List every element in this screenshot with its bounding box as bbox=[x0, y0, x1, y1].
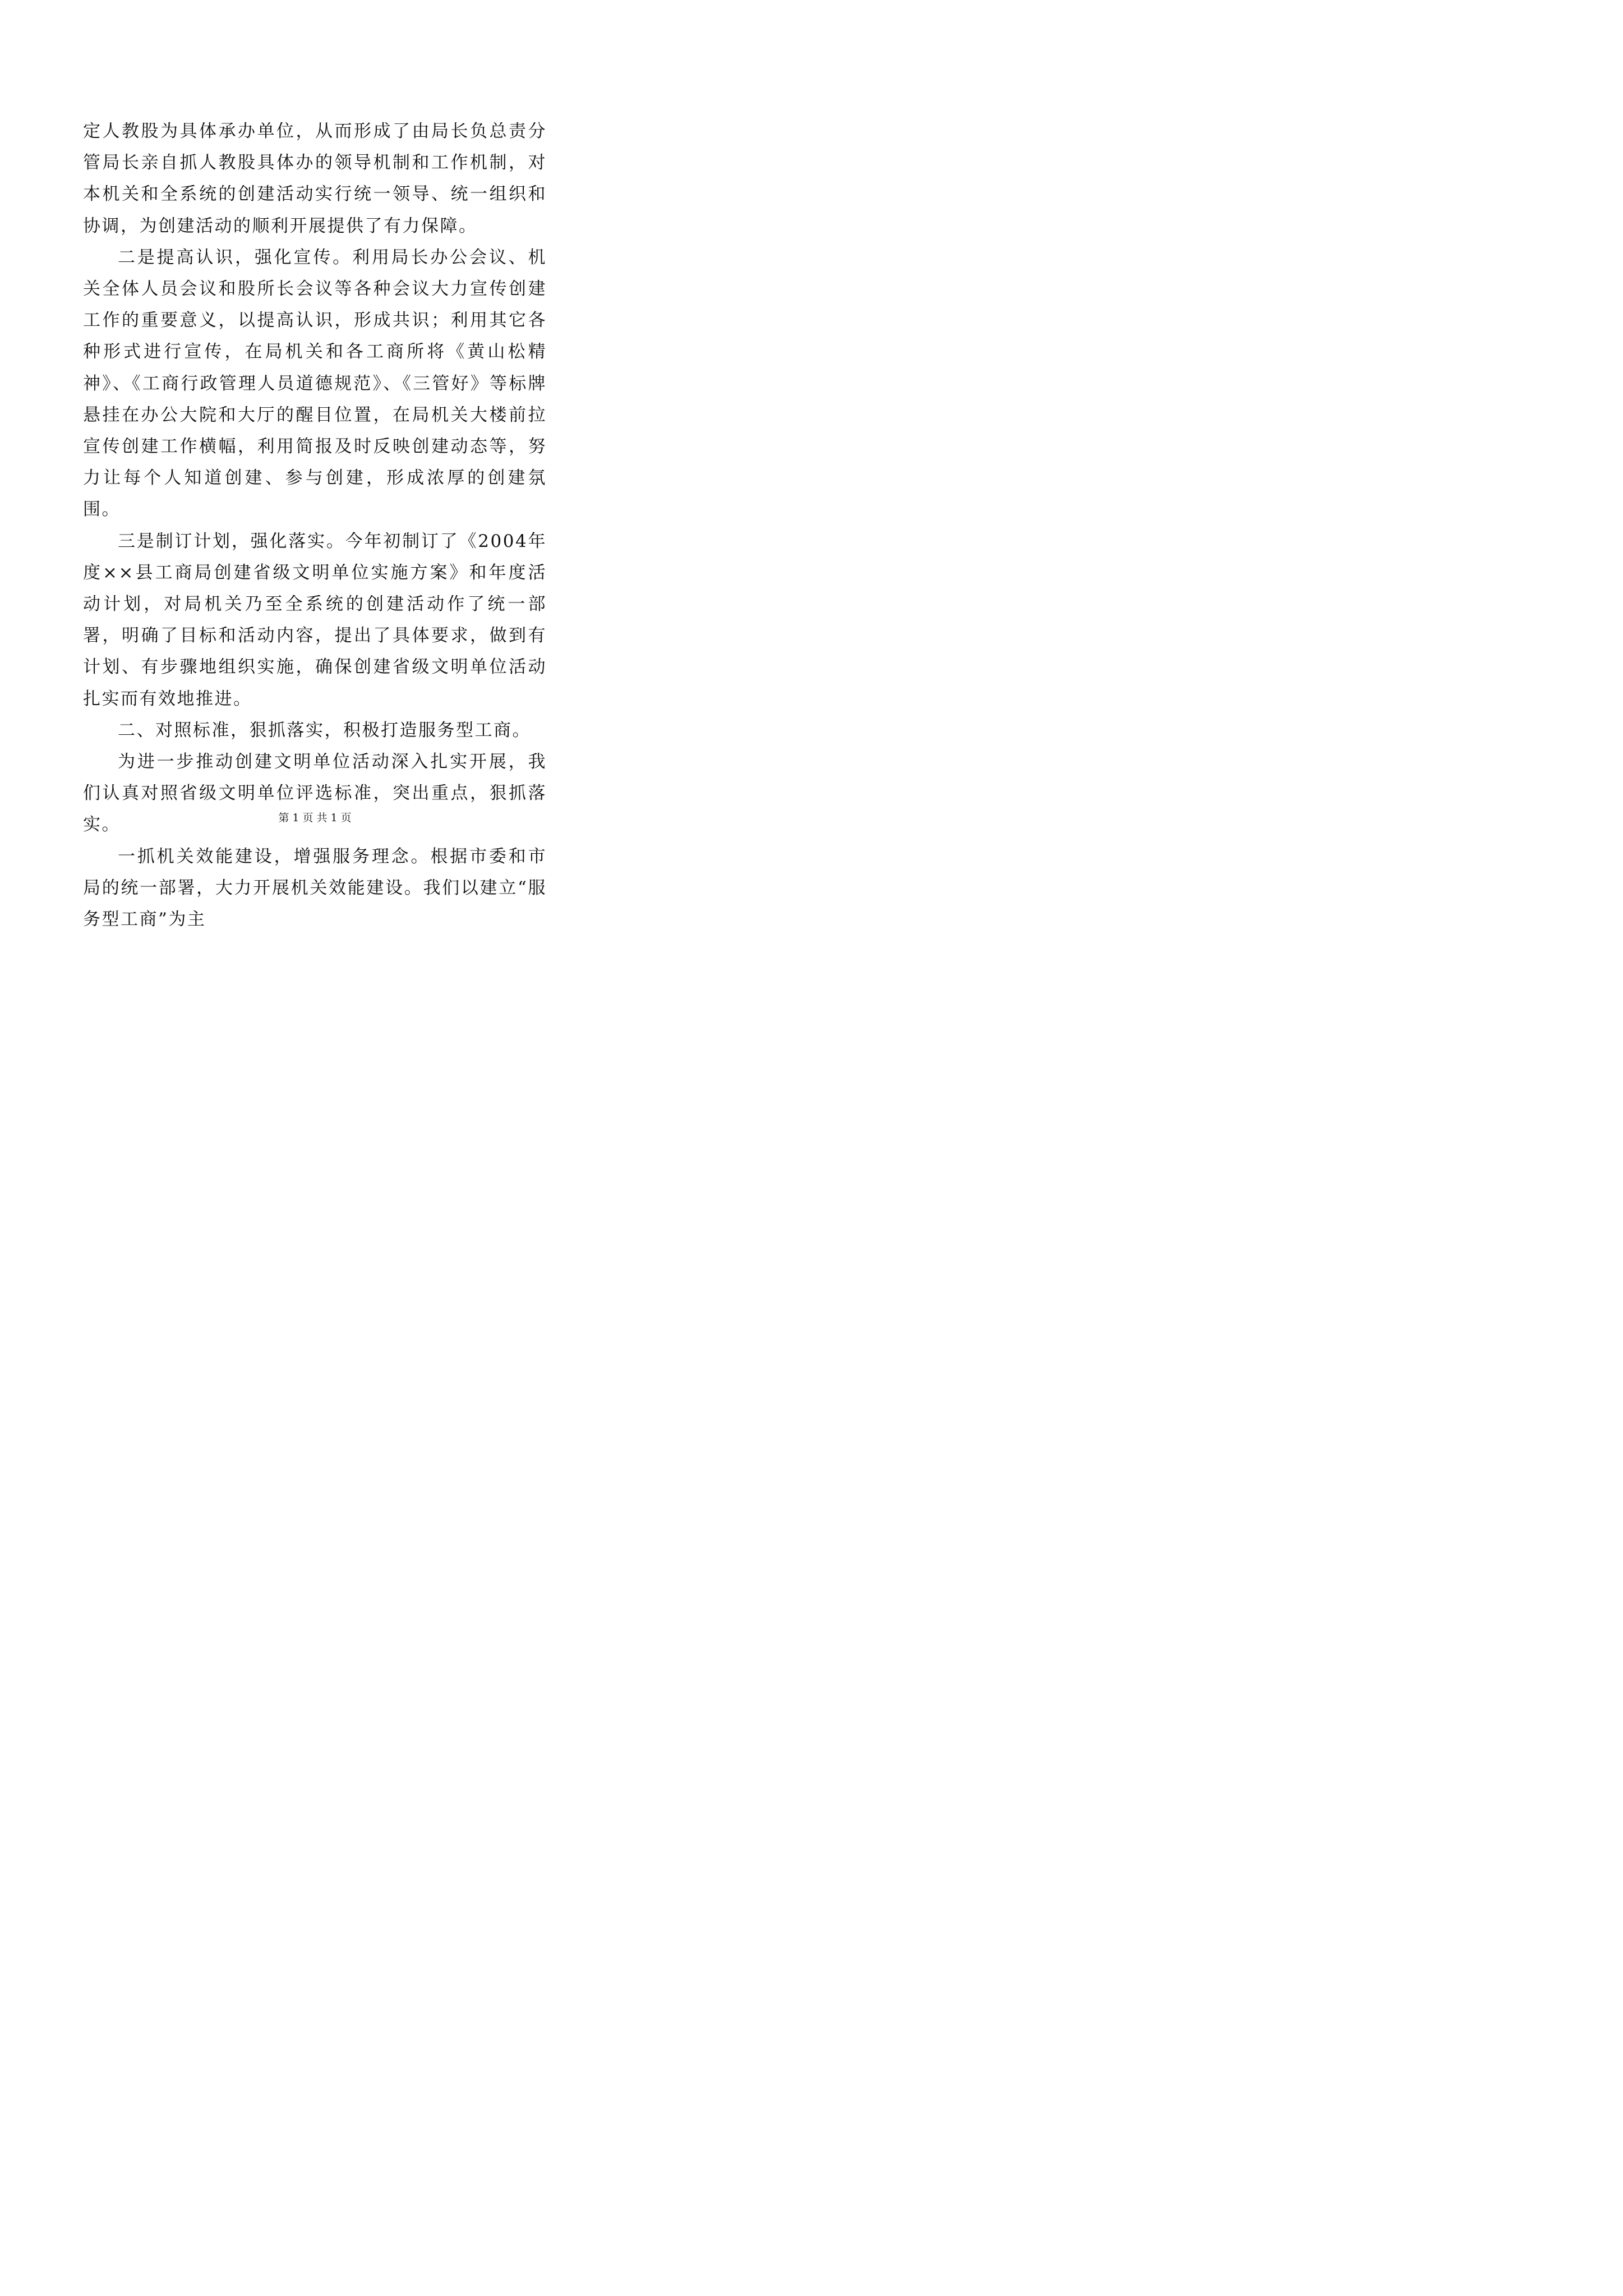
paragraph-raise-awareness: 二是提高认识，强化宣传。利用局长办公会议、机关全体人员会议和股所长会议等各种会议大力宣传创建工作的重要意义，以提高认识，形成共识；利用其它各种形式进行宣传，在局机关和各工商所将《黄山松精神》、《工商行政管理人员道德规范》、《三管好》等标牌悬挂在办公大院和大厅的醒目位置，在局机关大楼前拉宣传创建工作横幅，利用简报及时反映创建动态等，努力让每个人知道创建、参与创建，形成浓厚的创建氛围。 bbox=[83, 247, 547, 520]
page-number-footer: 第 1 页 共 1 页 bbox=[278, 812, 352, 824]
paragraph-make-plan: 三是制订计划，强化落实。今年初制订了《2004年度××县工商局创建省级文明单位实施方案》和年度活动计划，对局机关乃至全系统的创建活动作了统一部署，明确了目标和活动内容，提出了具体要求，做到有计划、有步骤地组织实施，确保创建省级文明单位活动扎实而有效地推进。 bbox=[83, 531, 547, 709]
section-heading-two: 二、对照标准，狠抓落实，积极打造服务型工商。 bbox=[118, 720, 531, 740]
document-page bbox=[0, 0, 630, 930]
paragraph-continuation: 定人教股为具体承办单位，从而形成了由局长负总责分管局长亲自抓人教股具体办的领导机制和工作机制，对本机关和全系统的创建活动实行统一领导、统一组织和协调，为创建活动的顺利开展提供了有力保障。 bbox=[83, 121, 547, 236]
paragraph-efficiency-building: 一抓机关效能建设，增强服务理念。根据市委和市局的统一部署，大力开展机关效能建设。我们以建立“服务型工商”为主 bbox=[83, 846, 547, 930]
paragraph-section-intro: 为进一步推动创建文明单位活动深入扎实开展，我们认真对照省级文明单位评选标准，突出重点，狠抓落实。 bbox=[83, 752, 547, 835]
